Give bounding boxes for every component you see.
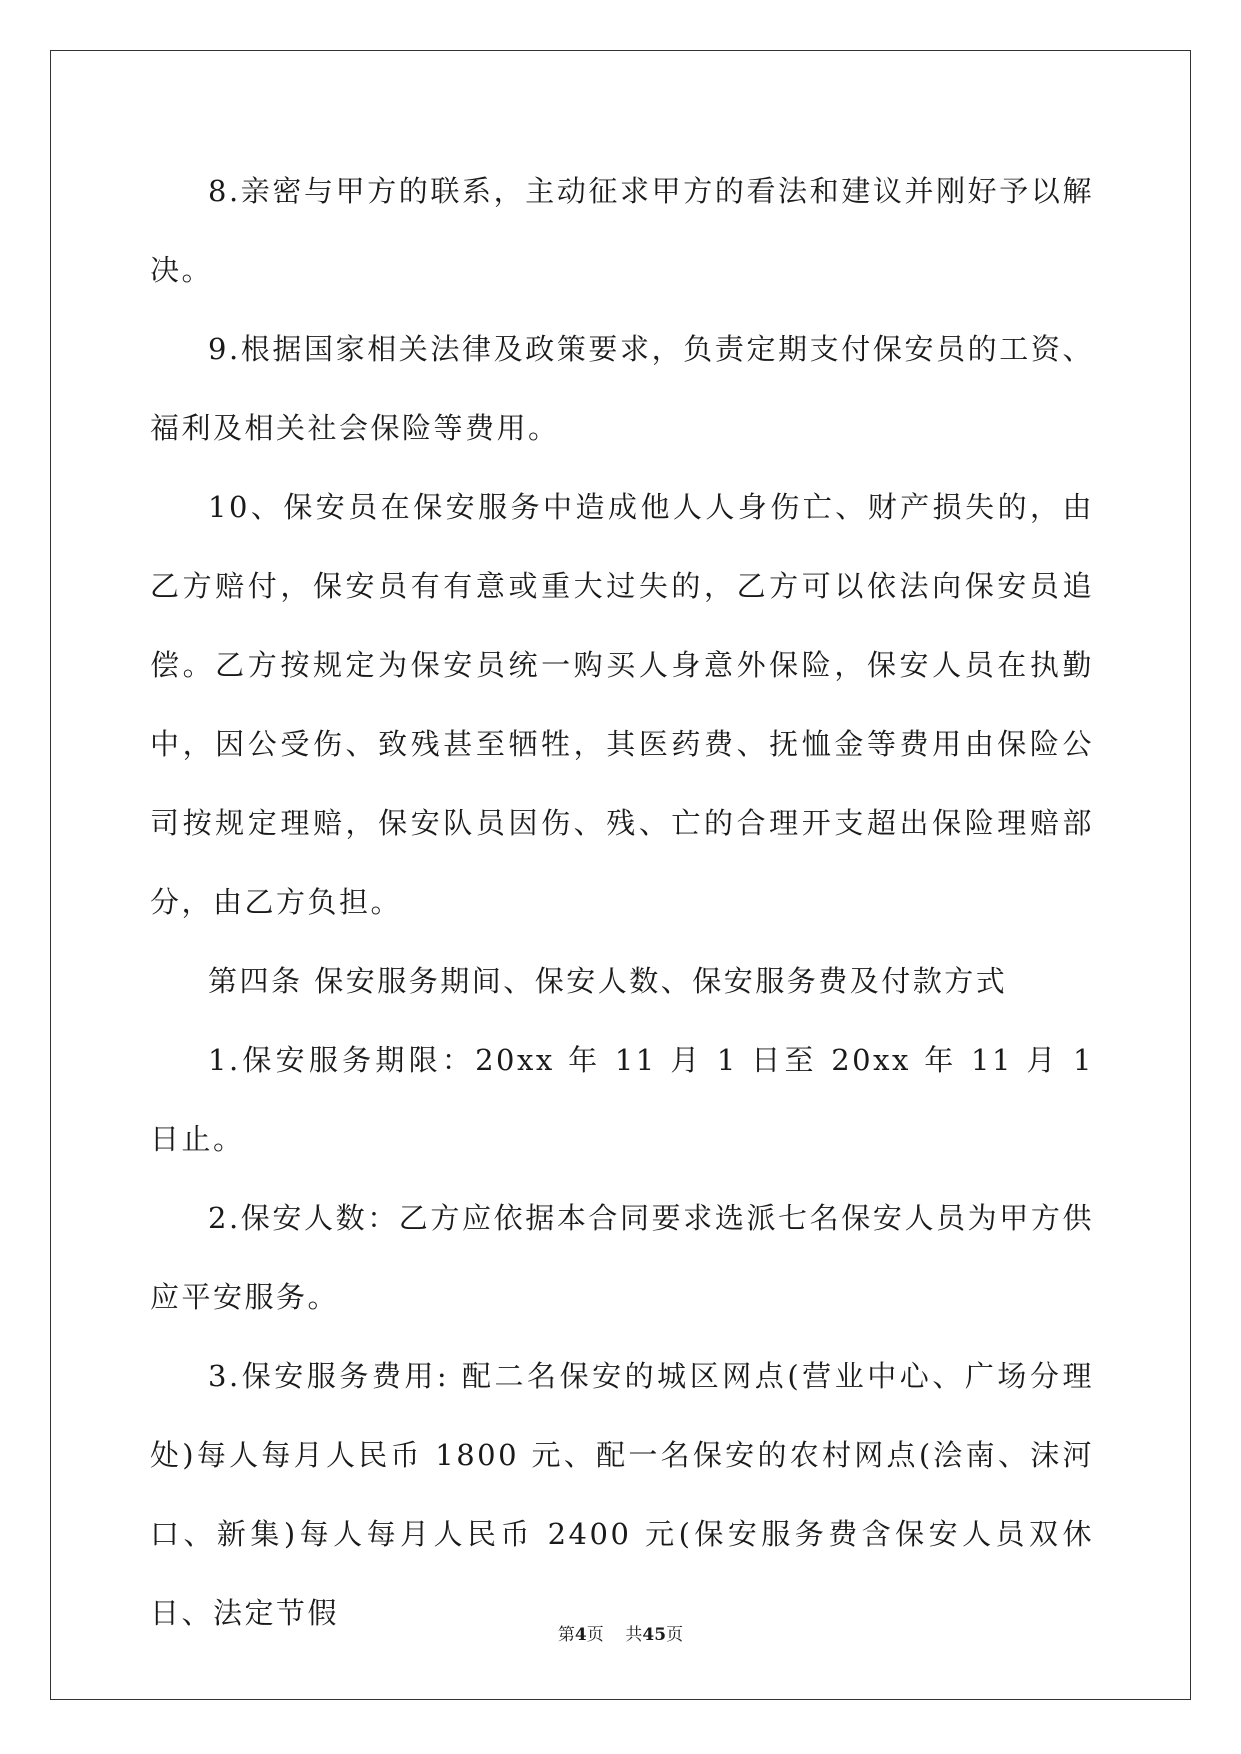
paragraph-guard-count: 2.保安人数：乙方应依据本合同要求选派七名保安人员为甲方供应平安服务。 (150, 1201, 1094, 1314)
paragraph-item-10: 10、保安员在保安服务中造成他人人身伤亡、财产损失的，由乙方赔付，保安员有有意或重大过失的，乙方可以依法向保安员追偿。乙方按规定为保安员统一购买人身意外保险，保安人员在执勤中，因公受伤、致残甚至牺牲，其医药费、抚恤金等费用由保险公司按规定理赔，保安队员因伤、残、亡的合理开支超出保险理赔部分，由乙方负担。 (150, 490, 1094, 919)
footer-total-prefix: 共 (625, 1625, 643, 1645)
total-pages: 45 (642, 1625, 667, 1645)
paragraph-item-8: 8.亲密与甲方的联系，主动征求甲方的看法和建议并刚好予以解决。 (150, 174, 1094, 287)
footer-page-suffix: 页 (586, 1625, 604, 1645)
paragraph-item-9: 9.根据国家相关法律及政策要求，负责定期支付保安员的工资、福利及相关社会保险等费用。 (150, 332, 1094, 445)
section-heading-article-4: 第四条 保安服务期间、保安人数、保安服务费及付款方式 (208, 964, 1008, 998)
paragraph-service-fee: 3.保安服务费用: 配二名保安的城区网点(营业中心、广场分理处)每人每月人民币 1800 元、配一名保安的农村网点(浍南、沫河口、新集)每人每月人民币 2400 元(保安服务费含保安人员双休日、法定节假 (150, 1359, 1094, 1630)
page-number: 4 (574, 1625, 587, 1645)
document-body (150, 152, 1094, 1653)
footer-total-suffix: 页 (666, 1625, 684, 1645)
page-footer (0, 1620, 1241, 1645)
footer-prefix: 第 (557, 1625, 575, 1645)
paragraph-service-period: 1.保安服务期限：20xx 年 11 月 1 日至 20xx 年 11 月 1 日止。 (150, 1043, 1094, 1156)
